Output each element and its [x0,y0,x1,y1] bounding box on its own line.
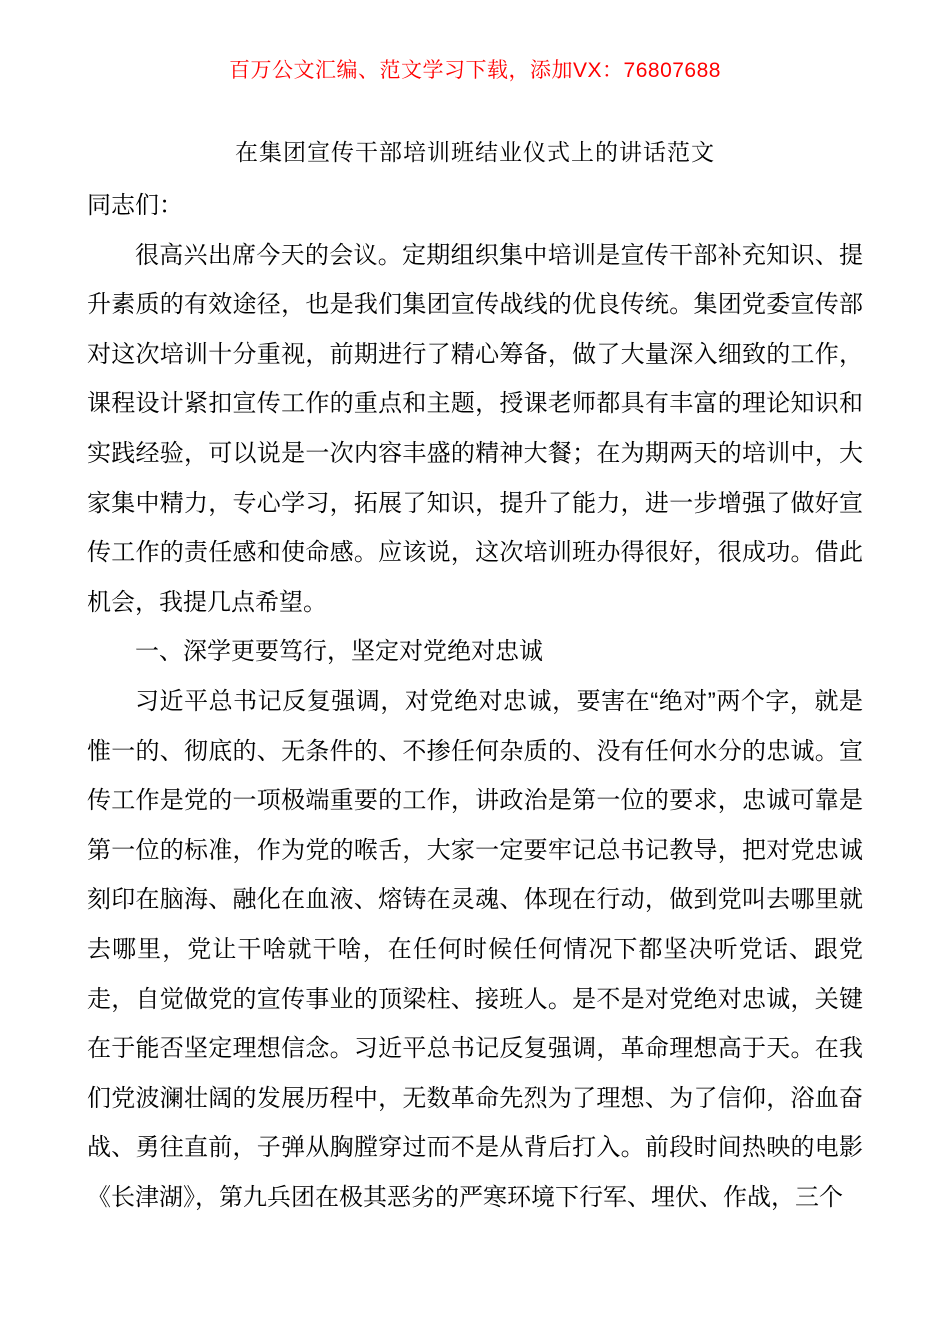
paragraph: 很高兴出席今天的会议。定期组织集中培训是宣传干部补充知识、提升素质的有效途径，也是我们集团宣传战线的优良传统。集团党委宣传部对这次培训十分重视，前期进行了精心筹备，做了大量深入细致的工作，课程设计紧扣宣传工作的重点和主题，授课老师都具有丰富的理论知识和实践经验，可以说是一次内容丰盛的精神大餐；在为期两天的培训中，大家集中精力，专心学习，拓展了知识，提升了能力，进一步增强了做好宣传工作的责任感和使命感。应该说，这次培训班办得很好，很成功。借此机会，我提几点希望。 [87,241,863,616]
header-notice: 百万公文汇编、范文学习下载，添加VX：76807688 [229,59,721,82]
document-body [87,181,863,1222]
document-title: 在集团宣传干部培训班结业仪式上的讲话范文 [235,139,715,165]
paragraph: 习近平总书记反复强调，对党绝对忠诚，要害在“绝对”两个字，就是惟一的、彻底的、无条件的、不掺任何杂质的、没有任何水分的忠诚。宣传工作是党的一项极端重要的工作，讲政治是第一位的要求，忠诚可靠是第一位的标准，作为党的喉舌，大家一定要牢记总书记教导，把对党忠诚刻印在脑海、融化在血液、熔铸在灵魂、体现在行动，做到党叫去哪里就去哪里，党让干啥就干啥，在任何时候任何情况下都坚决听党话、跟党走，自觉做党的宣传事业的顶梁柱、接班人。是不是对党绝对忠诚，关键在于能否坚定理想信念。习近平总书记反复强调，革命理想高于天。在我们党波澜壮阔的发展历程中，无数革命先烈为了理想、为了信仰，浴血奋战、勇往直前，子弹从胸膛穿过而不是从背后打入。前段时间热映的电影《长津湖》，第九兵团在极其恶劣的严寒环境下行军、埋伏、作战，三个 [87,687,863,1211]
section-heading: 一、深学更要笃行，坚定对党绝对忠诚 [135,638,543,666]
paragraph: 同志们： [87,192,183,219]
